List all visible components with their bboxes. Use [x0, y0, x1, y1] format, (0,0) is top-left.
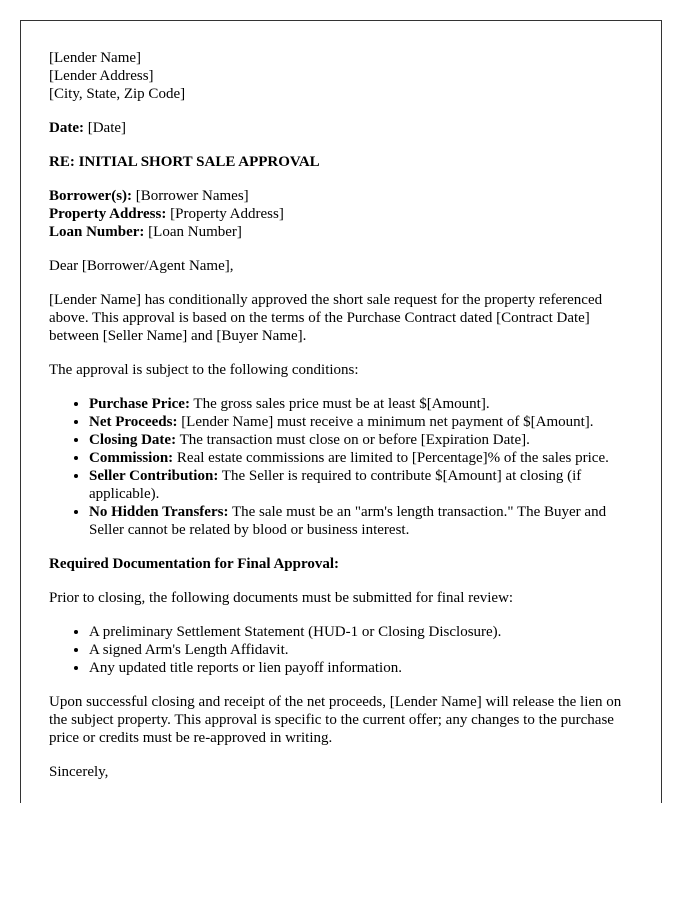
conditions-list — [49, 395, 633, 539]
condition-label: Closing Date: — [89, 432, 177, 448]
condition-label: No Hidden Transfers: — [89, 504, 229, 520]
docs-list — [49, 623, 633, 677]
docs-intro: Prior to closing, the following documents must be submitted for final review: — [49, 590, 514, 606]
conditions-intro: The approval is subject to the following conditions: — [49, 362, 359, 378]
condition-label: Net Proceeds: — [89, 414, 178, 430]
signoff: Sincerely, — [49, 764, 109, 780]
list-item — [89, 395, 633, 413]
loan-label: Loan Number: — [49, 224, 145, 240]
property-label: Property Address: — [49, 206, 167, 222]
lender-name: [Lender Name] — [49, 50, 142, 66]
borrower-value: [Borrower Names] — [135, 188, 249, 204]
condition-label: Commission: — [89, 450, 174, 466]
subject-line — [49, 153, 633, 171]
condition-text: The gross sales price must be at least $[Amount]. — [193, 396, 490, 412]
condition-label: Purchase Price: — [89, 396, 190, 412]
condition-text: Real estate commissions are limited to [Percentage]% of the sales price. — [176, 450, 609, 466]
letter-page — [20, 20, 662, 803]
subject: RE: INITIAL SHORT SALE APPROVAL — [49, 154, 320, 170]
sender-block — [49, 49, 633, 103]
docs-heading-text: Required Documentation for Final Approval: — [49, 556, 340, 572]
lender-address: [Lender Address] — [49, 68, 154, 84]
condition-text: [Lender Name] must receive a minimum net payment of $[Amount]. — [181, 414, 594, 430]
list-item — [89, 431, 633, 449]
salutation: Dear [Borrower/Agent Name], — [49, 258, 234, 274]
loan-value: [Loan Number] — [148, 224, 242, 240]
condition-text: The sale must be an "arm's length transaction." The Buyer and Seller cannot be related by blood or business interest. — [89, 504, 607, 538]
condition-text: The transaction must close on or before [Expiration Date]. — [179, 432, 530, 448]
list-item — [89, 503, 633, 539]
list-item: • Any updated title reports or lien payoff information. — [89, 659, 633, 677]
condition-text: The Seller is required to contribute $[Amount] at closing (if applicable). — [89, 468, 582, 502]
date-line — [49, 119, 633, 137]
closing-paragraph: Upon successful closing and receipt of the net proceeds, [Lender Name] will release the lien on the subject property. This approval is specific to the current offer; any changes to the purchase price or credits must be re-approved in writing. — [49, 694, 622, 746]
intro-paragraph: [Lender Name] has conditionally approved the short sale request for the property referenced above. This approval is based on the terms of the Purchase Contract dated [Contract Date] between [Seller Name] and [Buyer Name]. — [49, 292, 603, 344]
property-value: [Property Address] — [170, 206, 284, 222]
docs-heading — [49, 555, 633, 573]
list-item — [89, 449, 633, 467]
details-block — [49, 187, 633, 241]
date-label: Date: — [49, 120, 84, 136]
condition-label: Seller Contribution: — [89, 468, 219, 484]
borrower-label: Borrower(s): — [49, 188, 133, 204]
list-item: • A signed Arm's Length Affidavit. — [89, 641, 633, 659]
date-value: [Date] — [87, 120, 127, 136]
list-item — [89, 467, 633, 503]
list-item: • A preliminary Settlement Statement (HUD-1 or Closing Disclosure). — [89, 623, 633, 641]
list-item — [89, 413, 633, 431]
lender-city: [City, State, Zip Code] — [49, 86, 186, 102]
